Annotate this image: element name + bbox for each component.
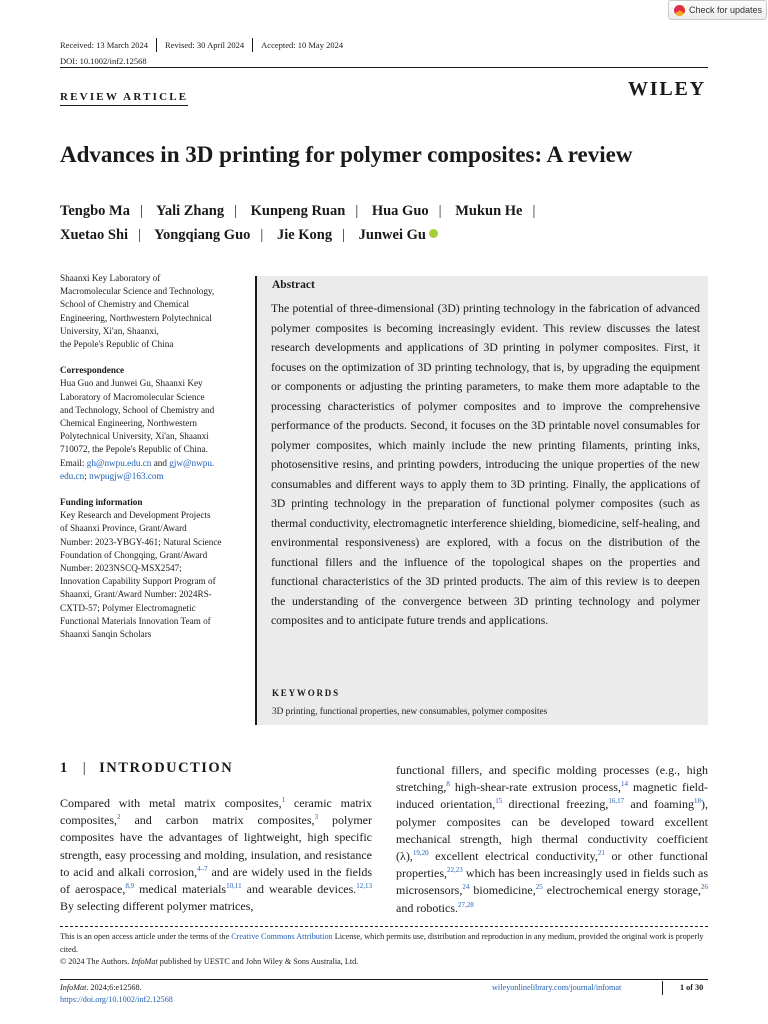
author-name[interactable]: Tengbo Ma	[60, 203, 130, 219]
divider	[156, 38, 157, 52]
citation-ref[interactable]: 8,9	[125, 882, 135, 891]
crossmark-icon	[674, 5, 685, 16]
citation-ref[interactable]: 14	[620, 780, 628, 789]
license-link[interactable]: Creative Commons Attribution	[231, 932, 333, 941]
doi-header: DOI: 10.1002/inf2.12568	[60, 56, 147, 66]
author-name[interactable]: Xuetao Shi	[60, 227, 129, 243]
abstract-heading: Abstract	[272, 279, 315, 291]
footer-citation: InfoMat. 2024;6:e12568.	[60, 983, 142, 992]
email-link[interactable]: gh@nwpu.edu.cn	[86, 457, 152, 468]
citation-ref[interactable]: 4–7	[197, 864, 208, 873]
citation-ref[interactable]: 26	[700, 883, 708, 892]
check-for-updates-button[interactable]	[668, 0, 767, 20]
text-run: and are widely used in the fields of aerospace,	[60, 864, 372, 897]
text-run: and robotics.	[396, 900, 458, 915]
citation-ref[interactable]: 27,28	[458, 900, 474, 909]
paper-title: Advances in 3D printing for polymer composites: A review	[60, 142, 633, 167]
text-run: functional fillers, and specific molding processes (e.g., high stretching,	[396, 763, 708, 795]
section-title: INTRODUCTION	[99, 760, 234, 776]
text-run: electrochemical energy storage,	[542, 883, 701, 898]
license-rule	[60, 926, 708, 927]
citation-ref[interactable]: 10,11	[226, 882, 242, 891]
email-link[interactable]: gjw@nwpu.	[169, 457, 215, 468]
journal-url-link[interactable]: wileyonlinelibrary.com/journal/infomat	[492, 983, 622, 992]
keywords-text: 3D printing, functional properties, new consumables, polymer composites	[272, 707, 548, 717]
text-run: or other functional properties,	[396, 849, 708, 881]
email-link[interactable]: nwpugjw@163.com	[89, 470, 164, 481]
citation-ref[interactable]: 16,17	[608, 797, 625, 806]
footer-rule	[60, 979, 708, 980]
accepted-date: Accepted: 10 May 2024	[261, 40, 344, 50]
text-run: excellent electrical conductivity,	[428, 849, 598, 864]
article-dates	[60, 38, 343, 52]
citation-ref[interactable]: 2	[117, 813, 121, 822]
text-run: which has been increasingly used in fields such as microsensors,	[396, 866, 708, 898]
citation-ref[interactable]: 18	[693, 797, 701, 806]
abstract-text: The potential of three-dimensional (3D) printing technology in the fabrication of advanced polymer composites is becoming increasingly evident. This review discusses the latest research developments and applications of 3D printing in polymer composites. First, it focuses on the optimization of 3D printing technology, that is, by upgrading the equipment or components or adjusting the printing parameters, to make them more adaptable to the processing characteristics of polymer composites and to improve the comprehensive performance of the products. Second, it focuses on the 3D printable novel consumables for polymer composites, which mainly include the new printing filaments, printing inks, photosensitive resins, and printing powders, introducing the unique properties of the new consumables and different ways to apply them to 3D printing. Finally, the applications of 3D printing technology in the preparation of functional polymer composites (such as thermal conductivity, electromagnetic interference shielding, biomedicine, self-healing, and environmental responsiveness) are explored, with a focus on the distribution of the functional fillers and the influence of the topological shapes on the properties and functional characteristics of the 3D printed products. The aim of this review is to deepen the understanding of the convergence between 3D printing technology and polymer composites and to anticipate future trends and applications.	[271, 302, 700, 627]
section-divider: |	[82, 760, 88, 776]
header-rule	[60, 67, 708, 68]
citation-ref[interactable]: 8	[446, 780, 450, 789]
section-number: 1	[60, 760, 69, 776]
wiley-logo: WILEY	[628, 78, 706, 100]
text-run: ceramic matrix composites,	[60, 796, 373, 828]
citation-ref[interactable]: 25	[535, 883, 543, 892]
text-run: biomedicine,	[469, 883, 536, 898]
text-run: ), polymer composites can be developed toward excellent mechanical strength, high thermal conductivity coefficient (λ),	[396, 797, 708, 864]
page-number: 1 of 30	[680, 983, 704, 992]
sidebar-info	[60, 272, 242, 654]
citation-ref[interactable]: 3	[314, 813, 319, 822]
citation-ref[interactable]: 12,13	[356, 882, 373, 891]
affiliation: Shaanxi Key Laboratory of Macromolecular Science and Technology, School of Chemistry and Chemical Engineering, Northwestern Polytechnical University, Xi'an, Shaanxi, the Pepole's Republic of China	[60, 273, 215, 350]
funding-heading: Funding information	[60, 497, 143, 508]
orcid-icon[interactable]	[429, 229, 438, 238]
section-heading	[60, 760, 233, 777]
text-run: Compared with metal matrix composites,	[60, 796, 282, 810]
author-name[interactable]: Kunpeng Ruan	[250, 203, 346, 219]
received-date: Received: 13 March 2024	[60, 40, 149, 50]
author-name[interactable]: Yongqiang Guo	[154, 227, 251, 243]
footer-doi-link[interactable]: https://doi.org/10.1002/inf2.12568	[60, 995, 173, 1004]
author-name[interactable]: Junwei Gu	[358, 227, 426, 243]
text-run: and wearable devices.	[241, 882, 357, 897]
text-run: medical materials	[134, 882, 227, 897]
text-run: polymer composites have the advantages of lightweight, high specific strength, easy processing and molding, insulation, and resistance to acid and alkali corrosion,	[60, 813, 372, 879]
author-name[interactable]: Jie Kong	[276, 227, 333, 243]
license-note: This is an open access article under the terms of the Creative Commons Attribution License, which permits use, distribution and reproduction in any medium, provided the original work is properly cited.	[60, 932, 704, 954]
author-name[interactable]: Yali Zhang	[155, 203, 225, 219]
check-for-updates-label: Check for updates	[689, 5, 763, 15]
author-name[interactable]: Mukun He	[455, 203, 523, 219]
citation-ref[interactable]: 1	[281, 796, 286, 804]
funding-information: Funding information Key Research and Development Projects of Shaanxi Province, Grant/Award Number: 2023-YBGY-461; Natural Science Foundation of Chongqing, Grant/Award Number: 2023NSCQ-MSX2547; Innovation Capability Support Program of Shaanxi, Grant/Award Number: 2024RS- CXTD-57; Polymer Electromagnetic Functional Materials Innovation Team of Shaanxi Sanqin Scholars	[60, 496, 242, 641]
citation-ref[interactable]: 22,23	[446, 866, 463, 875]
citation-ref[interactable]: 24	[462, 883, 470, 892]
text-run: directional freezing,	[502, 797, 609, 812]
email-link[interactable]: edu.cn	[60, 470, 85, 481]
citation-ref[interactable]: 19,20	[412, 849, 429, 858]
copyright-note: © 2024 The Authors. InfoMat published by UESTC and John Wiley & Sons Australia, Ltd.	[60, 957, 359, 966]
intro-text-left	[60, 795, 372, 915]
keywords-heading: KEYWORDS	[272, 688, 340, 698]
author-name[interactable]: Hua Guo	[371, 203, 429, 219]
footer-divider	[662, 981, 663, 995]
citation-ref[interactable]: 21	[597, 849, 605, 858]
text-run: magnetic field-induced orientation,	[396, 780, 708, 812]
correspondence: Correspondence Hua Guo and Junwei Gu, Shaanxi Key Laboratory of Macromolecular Science and Technology, School of Chemistry and Chemical Engineering, Northwestern Polytechnical University, Xi'an, Shaanxi 710072, the Pepole's Republic of China. Email: gh@nwpu.edu.cn and gjw@nwpu. edu.cn; nwpugjw@163.com	[60, 364, 242, 483]
text-run: and foaming	[624, 797, 694, 812]
text-run: high-shear-rate extrusion process,	[449, 780, 621, 795]
text-run: By selecting different polymer matrices,	[60, 899, 254, 914]
author-list: Tengbo Ma | Yali Zhang | Kunpeng Ruan | Hua Guo | Mukun He | Xuetao Shi | Yongqiang Guo | Jie Kong | Junwei Gu	[60, 203, 536, 243]
article-type-label: REVIEW ARTICLE	[60, 91, 188, 106]
divider	[252, 38, 253, 52]
text-run: and carbon matrix composites,	[120, 813, 315, 828]
intro-text-right	[396, 762, 708, 917]
citation-ref[interactable]: 15	[495, 797, 503, 806]
correspondence-heading: Correspondence	[60, 365, 125, 376]
revised-date: Revised: 30 April 2024	[165, 40, 245, 50]
